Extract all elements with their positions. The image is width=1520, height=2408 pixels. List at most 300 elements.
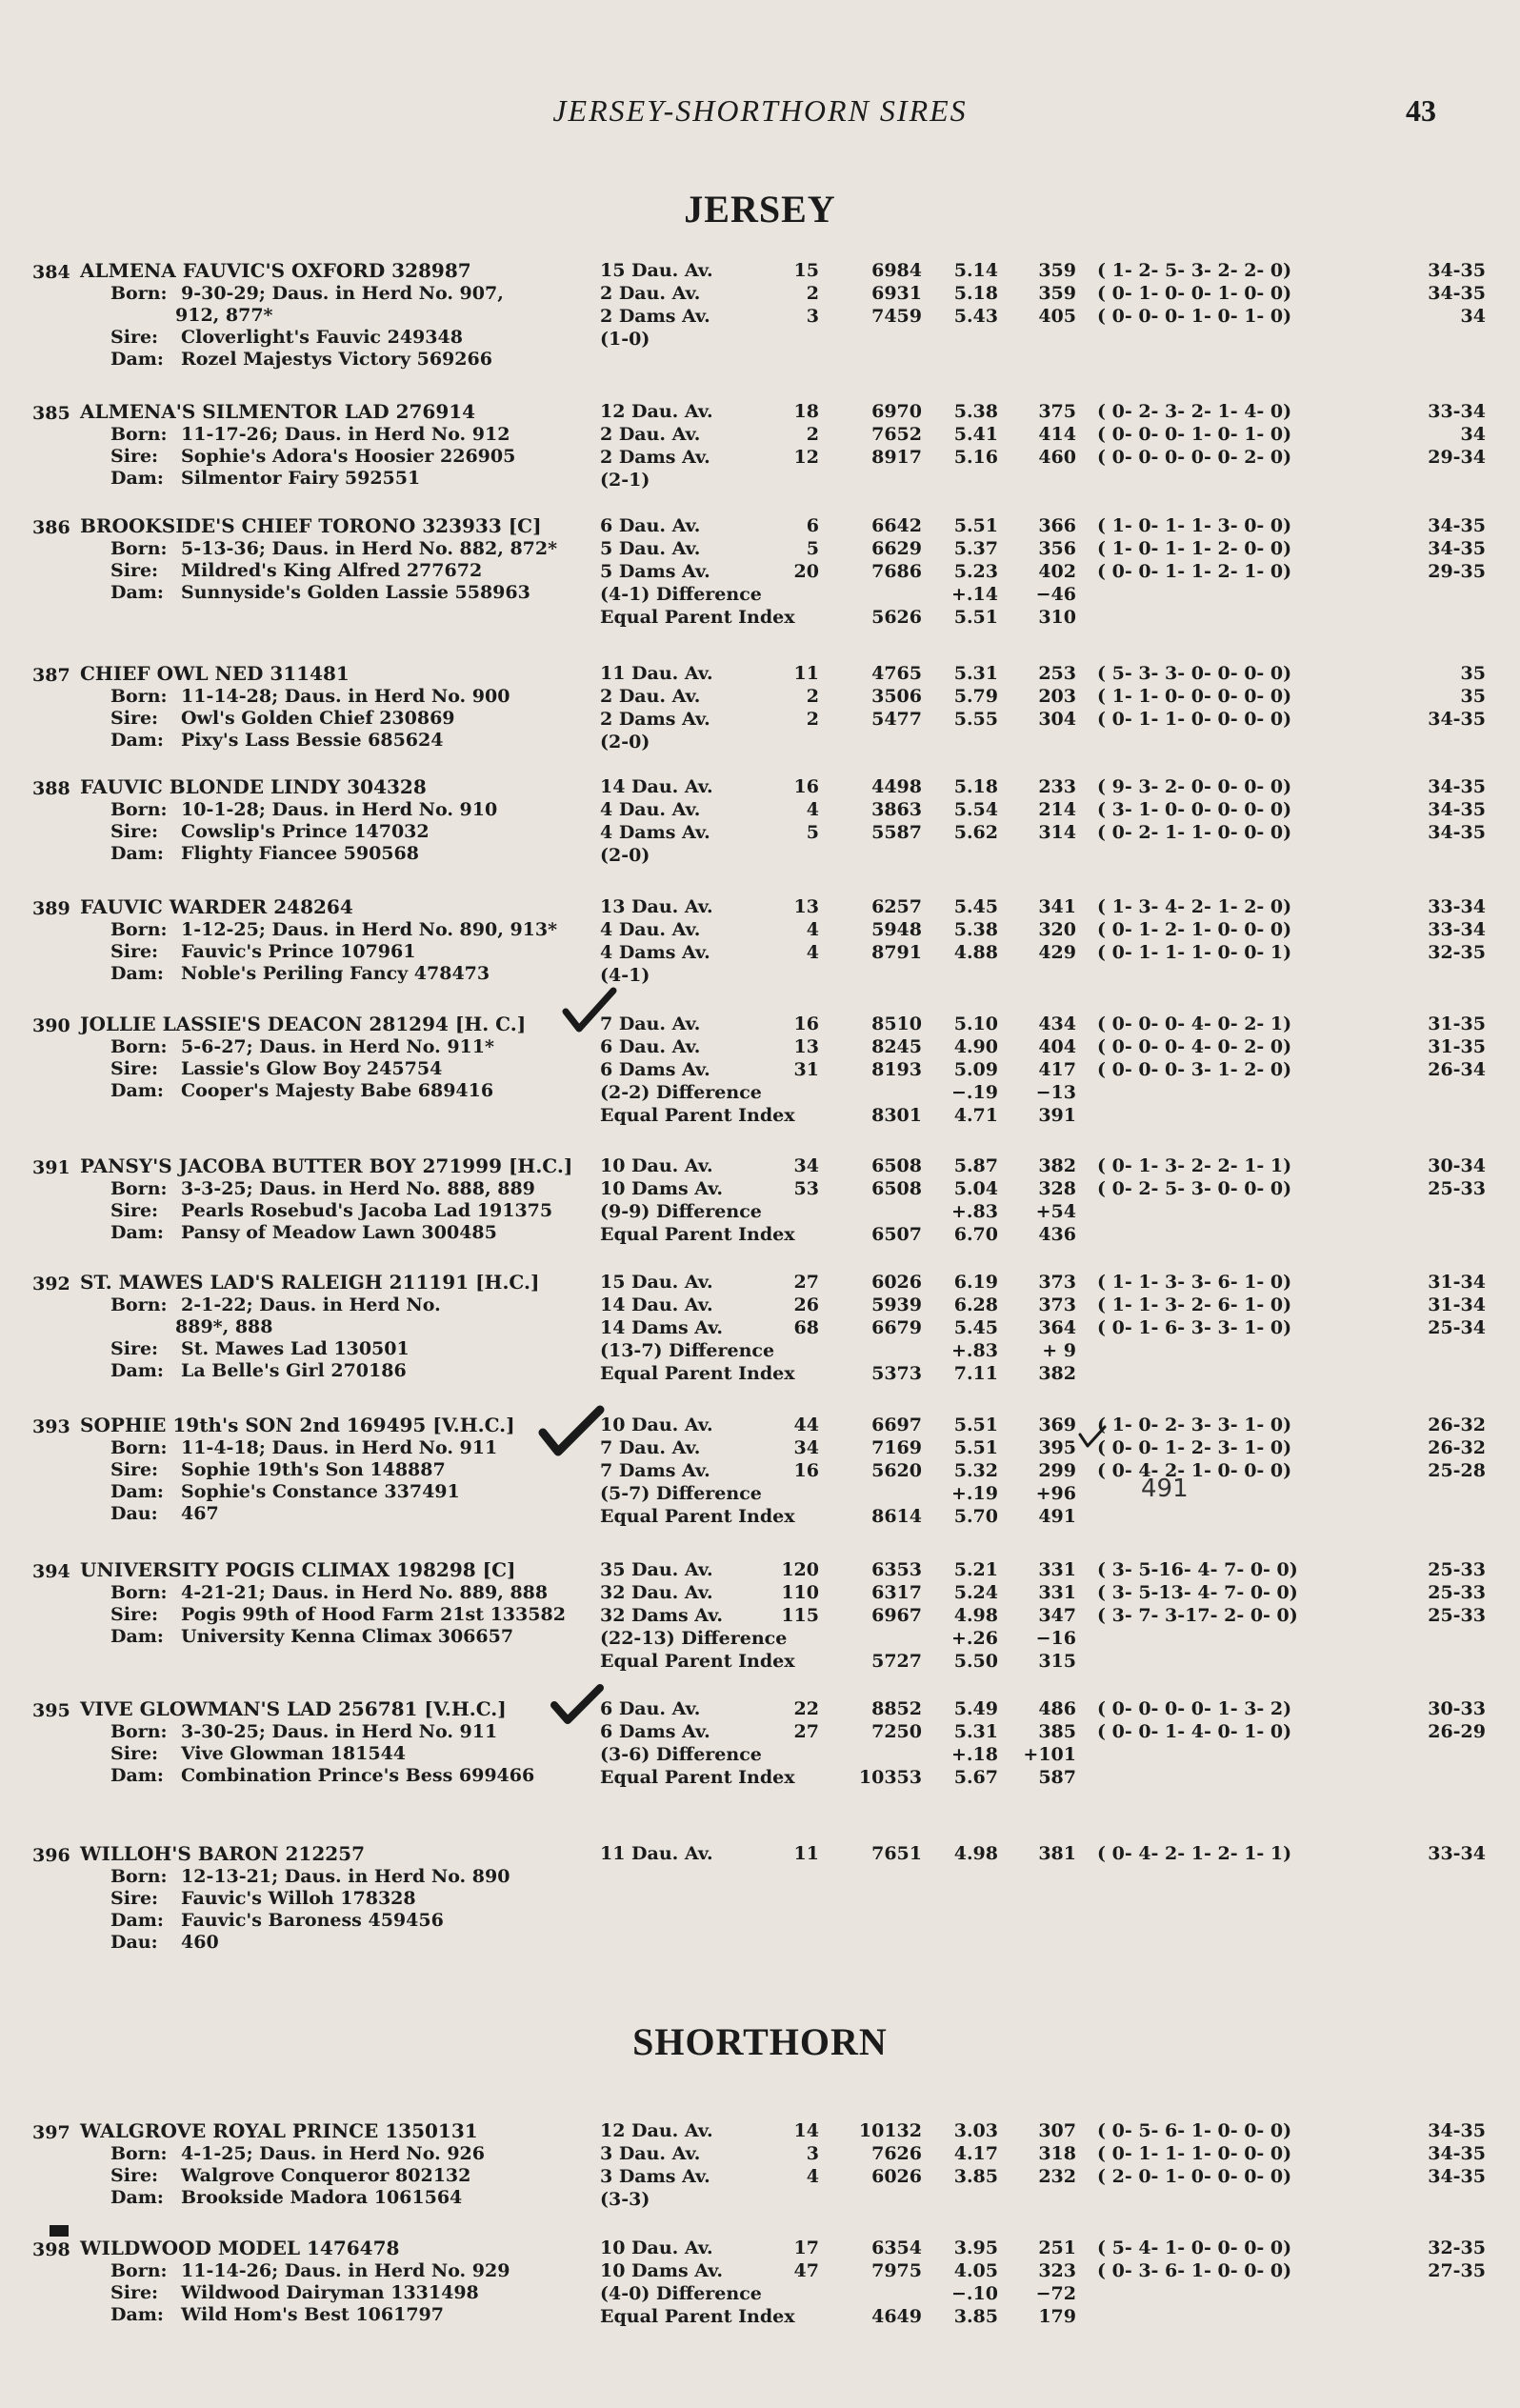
running-head: JERSEY-SHORTHORN SIRES [552,93,968,128]
sire-detail-line [110,940,415,963]
milk-value: 6642 [871,515,922,536]
section-title-shorthorn: SHORTHORN [632,2020,888,2063]
distribution: ( 1- 0- 1- 1- 3- 0- 0) [1097,515,1292,536]
record-label: 15 Dau. Av. [600,260,713,281]
record-label: Equal Parent Index [600,2306,795,2327]
detail-label: Born: [110,424,168,445]
detail-value: 12-13-21; Daus. in Herd No. 890 [181,1866,510,1887]
record-count: 44 [793,1415,819,1435]
detail-value: Sunnyside's Golden Lassie 558963 [181,582,530,603]
test-value: 5.51 [953,1437,998,1458]
detail-value: Lassie's Glow Boy 245754 [181,1058,443,1079]
sire-detail-line [110,1581,548,1604]
record-row [600,2188,1505,2211]
detail-label: Sire: [110,1200,159,1221]
record-row [600,583,1505,606]
record-label: 4 Dau. Av. [600,919,701,940]
record-label: (22-13) Difference [600,1628,788,1649]
record-label: (9-9) Difference [600,1201,762,1222]
sire-detail-line [110,537,557,560]
record-label: 5 Dams Av. [600,561,710,582]
distribution: ( 0- 2- 3- 2- 1- 4- 0) [1097,401,1292,422]
distribution: ( 0- 0- 0- 4- 0- 2- 1) [1097,1013,1292,1034]
record-row [600,259,1505,282]
detail-value: 4-1-25; Daus. in Herd No. 926 [181,2143,486,2164]
record-count: 15 [793,260,819,281]
distribution: ( 3- 7- 3-17- 2- 0- 0) [1097,1605,1298,1626]
fat-value: 328 [1038,1178,1076,1199]
fat-value: 203 [1038,686,1076,707]
detail-label: Born: [110,1721,168,1742]
detail-label: Sire: [110,1338,159,1359]
record-years: 34-35 [1428,799,1486,820]
detail-value: St. Mawes Lad 130501 [181,1338,410,1359]
detail-label: Born: [110,2143,168,2164]
milk-value: 7459 [871,306,922,327]
record-years: 29-35 [1428,561,1486,582]
milk-value: 8917 [871,447,922,468]
fat-value: 314 [1038,822,1076,843]
record-label: 35 Dau. Av. [600,1559,713,1580]
detail-label: Dam: [110,843,164,864]
sire-detail-line [110,1909,444,1932]
record-row [600,1154,1505,1177]
record-count: 115 [781,1605,819,1626]
fat-value: 382 [1038,1155,1076,1176]
detail-label: Born: [110,1036,168,1057]
record-label: (5-7) Difference [600,1483,762,1504]
test-value: 3.03 [953,2120,998,2141]
record-years: 34-35 [1428,515,1486,536]
record-years: 34-35 [1428,776,1486,797]
test-value: 5.62 [953,822,998,843]
record-label: 3 Dau. Av. [600,2143,701,2164]
test-value: +.83 [951,1201,998,1222]
detail-label: Born: [110,283,168,304]
sire-detail-line [110,2142,485,2165]
record-years: 34-35 [1428,709,1486,730]
detail-value: Vive Glowman 181544 [181,1743,407,1764]
record-row [600,2259,1505,2282]
record-row [600,941,1505,964]
milk-value: 8510 [871,1013,922,1034]
record-row [600,400,1505,423]
record-row [600,1581,1505,1604]
fat-value: 486 [1038,1698,1076,1719]
record-years: 26-32 [1428,1437,1486,1458]
record-years: 33-34 [1428,919,1486,940]
milk-value: 7686 [871,561,922,582]
distribution: ( 0- 0- 0- 1- 0- 1- 0) [1097,424,1292,445]
fat-value: 369 [1038,1415,1076,1435]
record-label: (2-0) [600,732,650,752]
record-row [600,1604,1505,1627]
distribution: ( 1- 0- 2- 3- 3- 1- 0) [1097,1415,1292,1435]
detail-value: Pogis 99th of Hood Farm 21st 133582 [181,1604,566,1625]
distribution: ( 3- 5-13- 4- 7- 0- 0) [1097,1582,1298,1603]
record-label: (2-0) [600,845,650,866]
test-value: −.19 [951,1082,998,1103]
detail-label: Born: [110,1866,168,1887]
distribution: ( 0- 1- 1- 1- 0- 0- 1) [1097,942,1292,963]
distribution: ( 2- 0- 1- 0- 0- 0- 0) [1097,2166,1292,2187]
fat-value: 359 [1038,283,1076,304]
test-value: +.26 [951,1628,998,1649]
record-years: 34-35 [1428,2143,1486,2164]
sire-detail-line [110,2164,470,2187]
distribution: ( 0- 0- 1- 1- 2- 1- 0) [1097,561,1292,582]
detail-label: Sire: [110,1058,159,1079]
test-value: 4.90 [953,1036,998,1057]
record-label: 10 Dams Av. [600,2260,723,2281]
sire-detail-line [110,581,530,604]
detail-value: 5-13-36; Daus. in Herd No. 882, 872* [181,538,558,559]
record-count: 34 [793,1155,819,1176]
record-row [600,964,1505,987]
record-count: 2 [806,424,819,445]
record-count: 3 [806,306,819,327]
sire-detail-line [110,348,492,371]
record-count: 110 [781,1582,819,1603]
test-value: 3.95 [953,2237,998,2258]
fat-value: 356 [1038,538,1076,559]
milk-value: 8852 [871,1698,922,1719]
sire-name: ST. MAWES LAD'S RALEIGH 211191 [H.C.] [80,1271,540,1294]
record-count: 22 [793,1698,819,1719]
record-years: 34-35 [1428,2166,1486,2187]
record-count: 4 [806,799,819,820]
record-label: 6 Dau. Av. [600,1698,701,1719]
record-count: 120 [781,1559,819,1580]
detail-value: Flighty Fiancee 590568 [181,843,419,864]
fat-value: 233 [1038,776,1076,797]
detail-value: 1-12-25; Daus. in Herd No. 890, 913* [181,919,558,940]
fat-value: 587 [1038,1767,1076,1788]
record-label: 6 Dams Av. [600,1059,710,1080]
detail-label: Born: [110,919,168,940]
detail-value: Combination Prince's Bess 699466 [181,1765,535,1786]
milk-value: 6931 [871,283,922,304]
fat-value: 318 [1038,2143,1076,2164]
record-count: 11 [793,1843,819,1864]
milk-value: 5587 [871,822,922,843]
test-value: 6.70 [953,1224,998,1245]
record-row [600,1482,1505,1505]
record-row [600,1720,1505,1743]
fat-value: 320 [1038,919,1076,940]
record-label: 10 Dams Av. [600,1178,723,1199]
record-years: 25-33 [1428,1605,1486,1626]
test-value: 5.54 [953,799,998,820]
test-value: 5.51 [953,607,998,628]
detail-label: Born: [110,1294,168,1315]
entry-number: 392 [32,1274,70,1294]
detail-value: Brookside Madora 1061564 [181,2187,463,2208]
distribution: ( 0- 2- 1- 1- 0- 0- 0) [1097,822,1292,843]
detail-value: 889*, 888 [175,1316,273,1337]
record-row [600,469,1505,492]
record-count: 18 [793,401,819,422]
record-row [600,1013,1505,1035]
detail-label: Sire: [110,1743,159,1764]
record-count: 11 [793,663,819,684]
record-count: 17 [793,2237,819,2258]
test-value: 5.32 [953,1460,998,1481]
milk-value: 6508 [871,1155,922,1176]
entry-number: 396 [32,1845,70,1866]
record-row [600,1743,1505,1766]
fat-value: 251 [1038,2237,1076,2258]
milk-value: 6317 [871,1582,922,1603]
milk-value: 5948 [871,919,922,940]
fat-value: 395 [1038,1437,1076,1458]
record-label: 3 Dams Av. [600,2166,710,2187]
fat-value: 373 [1038,1272,1076,1293]
detail-label: Dau: [110,1932,158,1953]
distribution: ( 5- 4- 1- 0- 0- 0- 0) [1097,2237,1292,2258]
fat-value: 434 [1038,1013,1076,1034]
sire-name: PANSY'S JACOBA BUTTER BOY 271999 [H.C.] [80,1154,573,1177]
small-check-mark-icon [1076,1423,1109,1450]
fat-value: 299 [1038,1460,1076,1481]
test-value: 5.18 [953,283,998,304]
detail-label: Dam: [110,468,164,489]
distribution: ( 0- 1- 1- 1- 0- 0- 0) [1097,2143,1292,2164]
sire-name: FAUVIC BLONDE LINDY 304328 [80,775,427,798]
test-value: 4.71 [953,1105,998,1126]
distribution: ( 0- 0- 0- 0- 0- 2- 0) [1097,447,1292,468]
entry-number: 390 [32,1015,70,1036]
test-value: 5.31 [953,1721,998,1742]
milk-value: 5939 [871,1294,922,1315]
detail-label: Born: [110,799,168,820]
detail-label: Dam: [110,1360,164,1381]
record-row [600,1459,1505,1482]
milk-value: 4498 [871,776,922,797]
distribution: ( 1- 1- 3- 3- 6- 1- 0) [1097,1272,1292,1293]
page-number: 43 [1406,93,1436,128]
fat-value: 179 [1038,2306,1076,2327]
milk-value: 5727 [871,1651,922,1672]
detail-value: Sophie's Adora's Hoosier 226905 [181,446,516,467]
record-label: (4-0) Difference [600,2283,762,2304]
test-value: 3.85 [953,2306,998,2327]
record-label: (2-2) Difference [600,1082,762,1103]
record-count: 47 [793,2260,819,2281]
sire-detail-line [175,1315,273,1338]
entry-number: 397 [32,2122,70,2143]
record-years: 25-28 [1428,1460,1486,1481]
fat-value: 304 [1038,709,1076,730]
sire-detail-line [110,1436,497,1459]
detail-label: Dam: [110,349,164,370]
entry-number: 389 [32,898,70,919]
distribution: ( 5- 3- 3- 0- 0- 0- 0) [1097,663,1292,684]
detail-label: Sire: [110,1459,159,1480]
distribution: ( 0- 1- 0- 0- 1- 0- 0) [1097,283,1292,304]
milk-value: 8301 [871,1105,922,1126]
milk-value: 8245 [871,1036,922,1057]
detail-value: Rozel Majestys Victory 569266 [181,349,492,370]
detail-label: Dam: [110,1222,164,1243]
record-row [600,1294,1505,1316]
record-row [600,1558,1505,1581]
record-years: 33-34 [1428,1843,1486,1864]
record-label: Equal Parent Index [600,1363,795,1384]
record-row [600,1414,1505,1436]
record-row [600,2165,1505,2188]
fat-value: 331 [1038,1582,1076,1603]
record-row [600,1505,1505,1528]
sire-name: FAUVIC WARDER 248264 [80,895,353,918]
detail-value: Owl's Golden Chief 230869 [181,708,455,729]
record-count: 6 [806,515,819,536]
sire-detail-line [110,1865,510,1888]
test-value: 4.17 [953,2143,998,2164]
record-label: 2 Dau. Av. [600,686,701,707]
fat-value: 429 [1038,942,1076,963]
detail-value: 4-21-21; Daus. in Herd No. 889, 888 [181,1582,549,1603]
sire-detail-line [110,1057,442,1080]
sire-detail-line [110,467,420,490]
record-count: 4 [806,942,819,963]
milk-value: 6967 [871,1605,922,1626]
record-count: 53 [793,1178,819,1199]
record-label: 4 Dams Av. [600,942,710,963]
fat-value: 323 [1038,2260,1076,2281]
fat-value: 315 [1038,1651,1076,1672]
milk-value: 6508 [871,1178,922,1199]
test-value: 5.79 [953,686,998,707]
milk-value: 6353 [871,1559,922,1580]
record-count: 31 [793,1059,819,1080]
record-label: 2 Dams Av. [600,306,710,327]
record-count: 68 [793,1317,819,1338]
record-label: (3-6) Difference [600,1744,762,1765]
record-row [600,1650,1505,1673]
test-value: 4.98 [953,1605,998,1626]
sire-detail-line [110,798,497,821]
record-count: 20 [793,561,819,582]
milk-value: 6026 [871,2166,922,2187]
fat-value: 460 [1038,447,1076,468]
fat-value: + 9 [1042,1340,1076,1361]
milk-value: 6697 [871,1415,922,1435]
distribution: ( 0- 0- 1- 4- 0- 1- 0) [1097,1721,1292,1742]
sire-detail-line [110,1359,407,1382]
sire-detail-line [110,326,463,349]
fat-value: 341 [1038,896,1076,917]
detail-value: 467 [181,1503,219,1524]
sire-detail-line [110,918,557,941]
fat-value: 404 [1038,1036,1076,1057]
milk-value: 5477 [871,709,922,730]
fat-value: 491 [1038,1506,1076,1527]
record-row [600,798,1505,821]
record-row [600,895,1505,918]
detail-value: 2-1-22; Daus. in Herd No. [181,1294,441,1315]
record-years: 31-35 [1428,1013,1486,1034]
test-value: 5.43 [953,306,998,327]
record-years: 25-33 [1428,1559,1486,1580]
record-label: 4 Dau. Av. [600,799,701,820]
detail-label: Born: [110,2260,168,2281]
sire-name: SOPHIE 19th's SON 2nd 169495 [V.H.C.] [80,1414,515,1436]
fat-value: −16 [1035,1628,1076,1649]
ink-blot-mark [50,2225,69,2237]
record-label: (13-7) Difference [600,1340,775,1361]
record-row [600,1627,1505,1650]
sire-detail-line [110,1603,566,1626]
sire-detail-line [110,962,490,985]
record-count: 27 [793,1721,819,1742]
detail-label: Born: [110,1178,168,1199]
distribution: ( 0- 1- 3- 2- 2- 1- 1) [1097,1155,1292,1176]
milk-value: 5620 [871,1460,922,1481]
milk-value: 7975 [871,2260,922,2281]
record-years: 31-34 [1428,1294,1486,1315]
distribution: ( 0- 2- 5- 3- 0- 0- 0) [1097,1178,1292,1199]
distribution: ( 0- 0- 0- 3- 1- 2- 0) [1097,1059,1292,1080]
detail-label: Dau: [110,1503,158,1524]
record-label: Equal Parent Index [600,1224,795,1245]
fat-value: 381 [1038,1843,1076,1864]
record-label: 14 Dams Av. [600,1317,723,1338]
record-label: 7 Dams Av. [600,1460,710,1481]
detail-label: Dam: [110,963,164,984]
test-value: 5.38 [953,919,998,940]
detail-label: Sire: [110,1604,159,1625]
fat-value: 375 [1038,401,1076,422]
test-value: 5.04 [953,1178,998,1199]
milk-value: 6970 [871,401,922,422]
sire-detail-line [110,2259,510,2282]
detail-value: 11-17-26; Daus. in Herd No. 912 [181,424,510,445]
entry-number: 394 [32,1561,70,1582]
detail-label: Sire: [110,708,159,729]
test-value: 5.18 [953,776,998,797]
entry-number: 393 [32,1416,70,1437]
record-label: (1-0) [600,329,650,350]
sire-name: BROOKSIDE'S CHIEF TORONO 323933 [C] [80,514,542,537]
pencil-note: 491 [1141,1475,1189,1503]
test-value: 5.09 [953,1059,998,1080]
detail-value: Cowslip's Prince 147032 [181,821,430,842]
record-row [600,2119,1505,2142]
fat-value: 417 [1038,1059,1076,1080]
record-years: 30-33 [1428,1698,1486,1719]
record-count: 2 [806,686,819,707]
fat-value: 359 [1038,260,1076,281]
sire-detail-line [110,729,443,752]
sire-detail-line [110,1887,416,1910]
milk-value: 7169 [871,1437,922,1458]
record-label: Equal Parent Index [600,1767,795,1788]
record-label: 6 Dau. Av. [600,515,701,536]
record-label: 10 Dau. Av. [600,1415,713,1435]
sire-detail-line [110,2186,462,2209]
entry-number: 387 [32,665,70,686]
detail-value: Sophie's Constance 337491 [181,1481,460,1502]
detail-value: 9-30-29; Daus. in Herd No. 907, [181,283,504,304]
record-count: 5 [806,822,819,843]
fat-value: +101 [1023,1744,1076,1765]
detail-label: Sire: [110,2165,159,2186]
test-value: 4.05 [953,2260,998,2281]
milk-value: 7651 [871,1843,922,1864]
distribution: ( 0- 1- 6- 3- 3- 1- 0) [1097,1317,1292,1338]
test-value: +.14 [951,584,998,605]
